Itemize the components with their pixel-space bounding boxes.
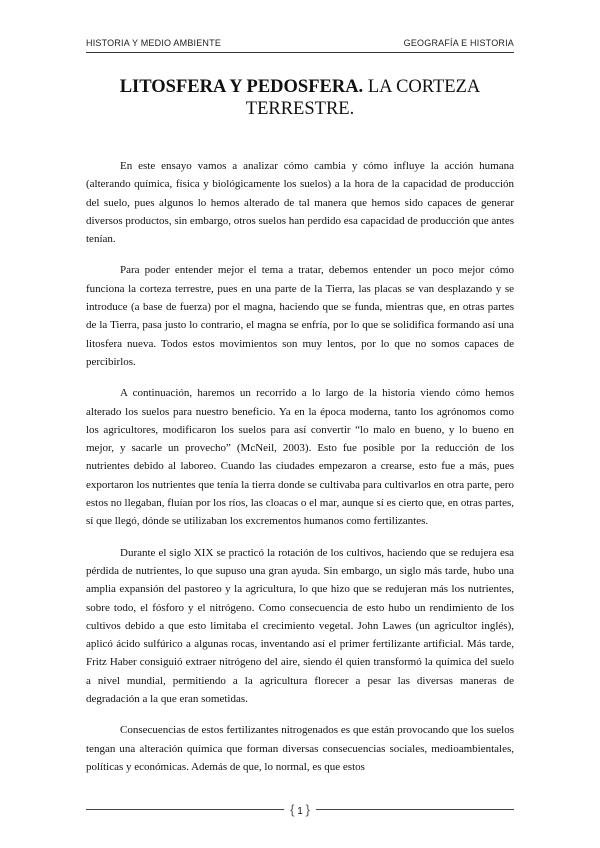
page-number-value: 1 — [297, 806, 303, 817]
right-brace-icon: } — [305, 802, 310, 817]
paragraph-5: Consecuencias de estos fertilizantes nitrogenados es que están provocando que los suelos tengan una alteración química que forman diversas consecuencias sociales, medioambientales, políticas y económicas. Además de que, lo normal, es que estos — [86, 724, 514, 773]
title-bold: LITOSFERA Y PEDOSFERA. — [119, 77, 364, 97]
document-body — [86, 157, 514, 789]
page-header — [86, 38, 514, 48]
page-number — [284, 802, 316, 817]
paragraph-2: Para poder entender mejor el tema a tratar, debemos entender un poco mejor cómo funciona la corteza terrestre, pues en una parte de la Tierra, las placas se van desplazando y se introduce (a base de fuerza) por el magna, haciendo que se funda, mientras que, en otras partes de la Tierra, pasa justo lo contrario, el magna se enfría, por lo que se solidifica formando así una litosfera nueva. Todos estos movimientos son muy lentos, por lo que no somos capaces de percibirlos. — [86, 264, 514, 368]
paragraph-3: A continuación, haremos un recorrido a lo largo de la historia viendo cómo hemos alterado los suelos para nuestro beneficio. Ya en la época moderna, tanto los agrónomos como los agricultores, modificaron los suelos para así convertir “lo malo en bueno, y lo bueno en mejor, y sacarle un provecho” (McNeil, 2003). Esto fue posible por la reducción de los nutrientes debido al laboreo. Cuando las ciudades empezaron a crearse, esto fue a más, pues exportaron los nutrientes que tenía la tierra donde se cultivaba para cultivarlos en otra parte, pero estos no llegaban, fluían por los ríos, las cloacas o el mar, aunque sí es cierto que, en otras partes, sí que llegó, dónde se utilizaban los excrementos humanos como fertilizantes. — [86, 387, 514, 528]
title-regular: LA CORTEZA TERRESTRE. — [245, 77, 481, 119]
left-brace-icon: { — [290, 802, 295, 817]
header-left: HISTORIA Y MEDIO AMBIENTE — [86, 38, 222, 48]
header-divider — [86, 52, 514, 53]
document-title — [86, 76, 514, 120]
header-right: GEOGRAFÍA E HISTORIA — [403, 38, 514, 48]
paragraph-4: Durante el siglo XIX se practicó la rotación de los cultivos, haciendo que se redujera esa pérdida de nutrientes, lo que supuso una gran ayuda. Sin embargo, un siglo más tarde, hubo una amplia expansión del pastoreo y la agricultura, lo que hizo que se redujeran más los nutrientes, sobre todo, el fósforo y el nitrógeno. Como consecuencia de esto hubo un rendimiento de los cultivos debido a que esto limitaba el crecimiento vegetal. John Lawes (un agricultor inglés), aplicó ácido sulfúrico a algunas rocas, inventando así el primer fertilizante artificial. Más tarde, Fritz Haber consiguió extraer nitrógeno del aire, siendo él quien transformó la química del suelo a nivel mundial, permitiendo a la agricultura florecer a pesar las diversas maneras de degradación a la que eran sometidas. — [86, 546, 514, 706]
paragraph-1: En este ensayo vamos a analizar cómo cambia y cómo influye la acción humana (alterando química, física y biológicamente los suelos) a la hora de la capacidad de producción del suelo, pues algunos lo hemos alterado de tal manera que hemos sido capaces de generar diversos productos, sin embargo, otros suelos han perdido esa capacidad de producción que antes tenían. — [86, 160, 514, 246]
